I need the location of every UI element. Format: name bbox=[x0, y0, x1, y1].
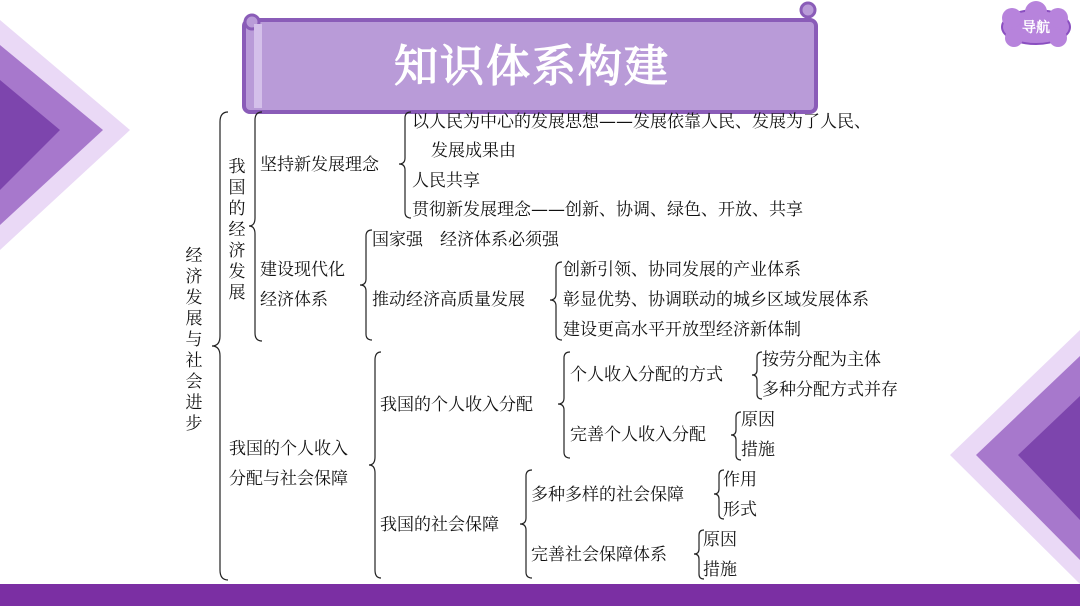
security-various-label: 多种多样的社会保障 bbox=[531, 485, 684, 505]
brace-quality bbox=[550, 262, 562, 340]
income-improve-item-1: 原因 bbox=[741, 410, 775, 430]
brace-income-improve bbox=[731, 412, 741, 460]
security-improve-item-2: 措施 bbox=[703, 560, 737, 580]
security-label: 我国的社会保障 bbox=[380, 515, 499, 535]
income-label: 我国的个人收入分配 bbox=[380, 395, 533, 415]
income-improve-item-2: 措施 bbox=[741, 440, 775, 460]
bottom-bar bbox=[0, 584, 1080, 606]
brace-method bbox=[752, 352, 762, 399]
quality-item-2: 彰显优势、协调联动的城乡区域发展体系 bbox=[563, 290, 869, 310]
income-method-item-1: 按劳分配为主体 bbox=[762, 350, 881, 370]
modern-label-line-2: 经济体系 bbox=[260, 290, 328, 310]
quality-item-3: 建设更高水平开放型经济新体制 bbox=[563, 320, 801, 340]
income-method-item-2: 多种分配方式并存 bbox=[762, 380, 898, 400]
modern-label-line-1: 建设现代化 bbox=[260, 260, 345, 280]
modern-item-1: 国家强 经济体系必须强 bbox=[372, 230, 559, 250]
idea-item-2: 人民共享 bbox=[412, 171, 480, 191]
root-label: 经济发展与社会进步 bbox=[185, 246, 203, 434]
idea-label: 坚持新发展理念 bbox=[260, 155, 379, 175]
brace-income bbox=[558, 352, 570, 458]
security-improve-item-1: 原因 bbox=[703, 530, 737, 550]
income-security-label-line-1: 我国的个人收入 bbox=[229, 439, 348, 459]
idea-item-1-line-2: 发展成果由 bbox=[431, 141, 516, 161]
brace-idea bbox=[399, 112, 411, 218]
quality-label: 推动经济高质量发展 bbox=[372, 290, 525, 310]
idea-item-3: 贯彻新发展理念——创新、协调、绿色、开放、共享 bbox=[412, 200, 803, 220]
diagram-braces bbox=[212, 112, 762, 580]
idea-item-1-line-1: 以人民为中心的发展思想——发展依靠人民、发展为了人民、 bbox=[412, 112, 871, 132]
brace-root bbox=[212, 112, 228, 580]
brace-modern bbox=[360, 230, 372, 340]
security-improve-label: 完善社会保障体系 bbox=[531, 545, 667, 565]
quality-item-1: 创新引领、协同发展的产业体系 bbox=[563, 260, 801, 280]
income-improve-label: 完善个人收入分配 bbox=[570, 425, 706, 445]
page-title: 知识体系构建 bbox=[394, 41, 670, 92]
security-various-item-2: 形式 bbox=[723, 500, 757, 520]
economy-branch-label: 我国的经济发展 bbox=[228, 157, 246, 303]
income-method-label: 个人收入分配的方式 bbox=[570, 365, 723, 385]
security-various-item-1: 作用 bbox=[723, 470, 757, 490]
income-security-label-line-2: 分配与社会保障 bbox=[229, 469, 348, 489]
nav-button[interactable]: 导航 bbox=[1022, 20, 1050, 36]
brace-income-security bbox=[369, 352, 381, 578]
